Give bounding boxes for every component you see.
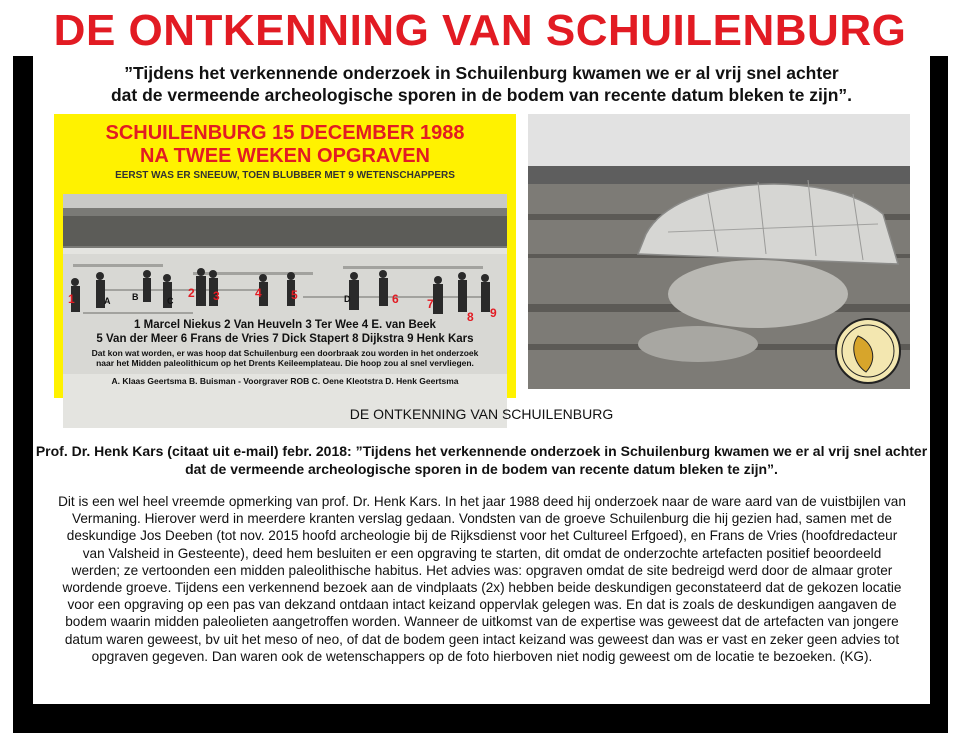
article-subtitle: DE ONTKENNING VAN SCHUILENBURG <box>349 406 614 422</box>
marker-2: 2 <box>188 286 195 300</box>
scientists-photo-image <box>63 194 507 428</box>
tent-photo <box>528 114 910 389</box>
marker-6: 6 <box>392 292 399 306</box>
marker-c: C <box>167 296 174 306</box>
scientists-photo <box>63 194 507 428</box>
marker-5: 5 <box>291 288 298 302</box>
photo-caption-line-2: 5 Van der Meer 6 Frans de Vries 7 Dick Stapert 8 Dijkstra 9 Henk Kars <box>96 333 474 345</box>
marker-1: 1 <box>68 292 75 306</box>
marker-9: 9 <box>490 306 497 320</box>
marker-b: B <box>132 292 139 302</box>
photo-note-line-2: naar het Midden paleolithicum op het Drents Keileemplateau. Die hoop zou al snel vervliegen. <box>96 358 474 368</box>
marker-8: 8 <box>467 310 474 324</box>
marker-d: D <box>344 294 351 304</box>
photo-credits: A. Klaas Geertsma B. Buisman - Voorgraver ROB C. Oene Kleotstra D. Henk Geertsma <box>111 376 459 386</box>
marker-4: 4 <box>255 286 262 300</box>
marker-a: A <box>104 296 111 306</box>
photo-note <box>54 348 516 368</box>
photo-caption <box>54 318 516 346</box>
article-body: Dit is een wel heel vreemde opmerking van prof. Dr. Henk Kars. In het jaar 1988 deed hij onderzoek naar de ware aard van de vuistbijlen van Vermaning. Hierover werd in meerdere kranten verslag gedaan. Vondsten van de groeve Schuilenburg die hij gezien had, samen met de deskundige Jos Deeben (tot nov. 2015 hoofd archeologie bij de Rijksdienst voor het Cultureel Erfgoed), en Frans de Vries (hoofdredacteur van Valsheid in Gesteente), deed hem besluiten er een opgraving te starten, dit omdat de onderzochte artefacten positief beoordeeld werden; ze vertoonden een midden paleolithische habitus. Het advies was: opgraven omdat de site bedreigd werd door de almaar groter wordende groeve. Tijdens een verkennend bezoek aan de vindplaats (2x) hebben beide deskundigen geconstateerd dat de gekozen locatie voor een opgraving op een pas van dekzand ontdaan intact keizand oppervlak gelegen was. En dat is zoals de deskundigen aangaven de bodem waarin midden paleolieten aangetroffen worden. Wanneer de uitkomst van de expertise was geweest dat de artefacten van jongere datum waren geweest, bv uit het meso of neo, of dat de bodem geen intact keizand was geweest dan was er vast en zeker geen advies tot opgraven gegeven. Dan waren ook de wetenschappers op de foto hierboven niet nodig geweest om de locatie te bezoeken. (KG). <box>58 494 906 664</box>
article-lead-quote: Prof. Dr. Henk Kars (citaat uit e-mail) febr. 2018: ”Tijdens het verkennende onderzoek in Schuilenburg kwamen we er al vrij snel achter dat de vermeende archeologische sporen in de bodem van recente datum bleken te zijn”. <box>35 443 928 477</box>
marker-3: 3 <box>213 289 220 303</box>
page-title: DE ONTKENNING VAN SCHUILENBURG <box>53 6 907 55</box>
tent-photo-image <box>528 114 910 389</box>
photo-note-line-1: Dat kon wat worden, er was hoop dat Schuilenburg een doorbraak zou worden in het onderzoek <box>91 348 479 358</box>
photo-caption-line-1: 1 Marcel Niekus 2 Van Heuveln 3 Ter Wee 4 E. van Beek <box>134 319 436 331</box>
photo-heading-subtitle: NA TWEE WEKEN OPGRAVEN <box>139 145 430 167</box>
excavation-photo-panel <box>54 114 516 398</box>
marker-7: 7 <box>427 297 434 311</box>
header-quote-line-2: dat de vermeende archeologische sporen in de bodem van recente datum bleken te zijn”. <box>110 85 853 105</box>
photo-heading-date: SCHUILENBURG 15 DECEMBER 1988 <box>105 122 465 144</box>
header-quote <box>33 62 930 106</box>
photo-heading-note: EERST WAS ER SNEEUW, TOEN BLUBBER MET 9 WETENSCHAPPERS <box>115 170 455 181</box>
header-quote-line-1: ”Tijdens het verkennende onderzoek in Schuilenburg kwamen we er al vrij snel achter <box>124 63 839 83</box>
